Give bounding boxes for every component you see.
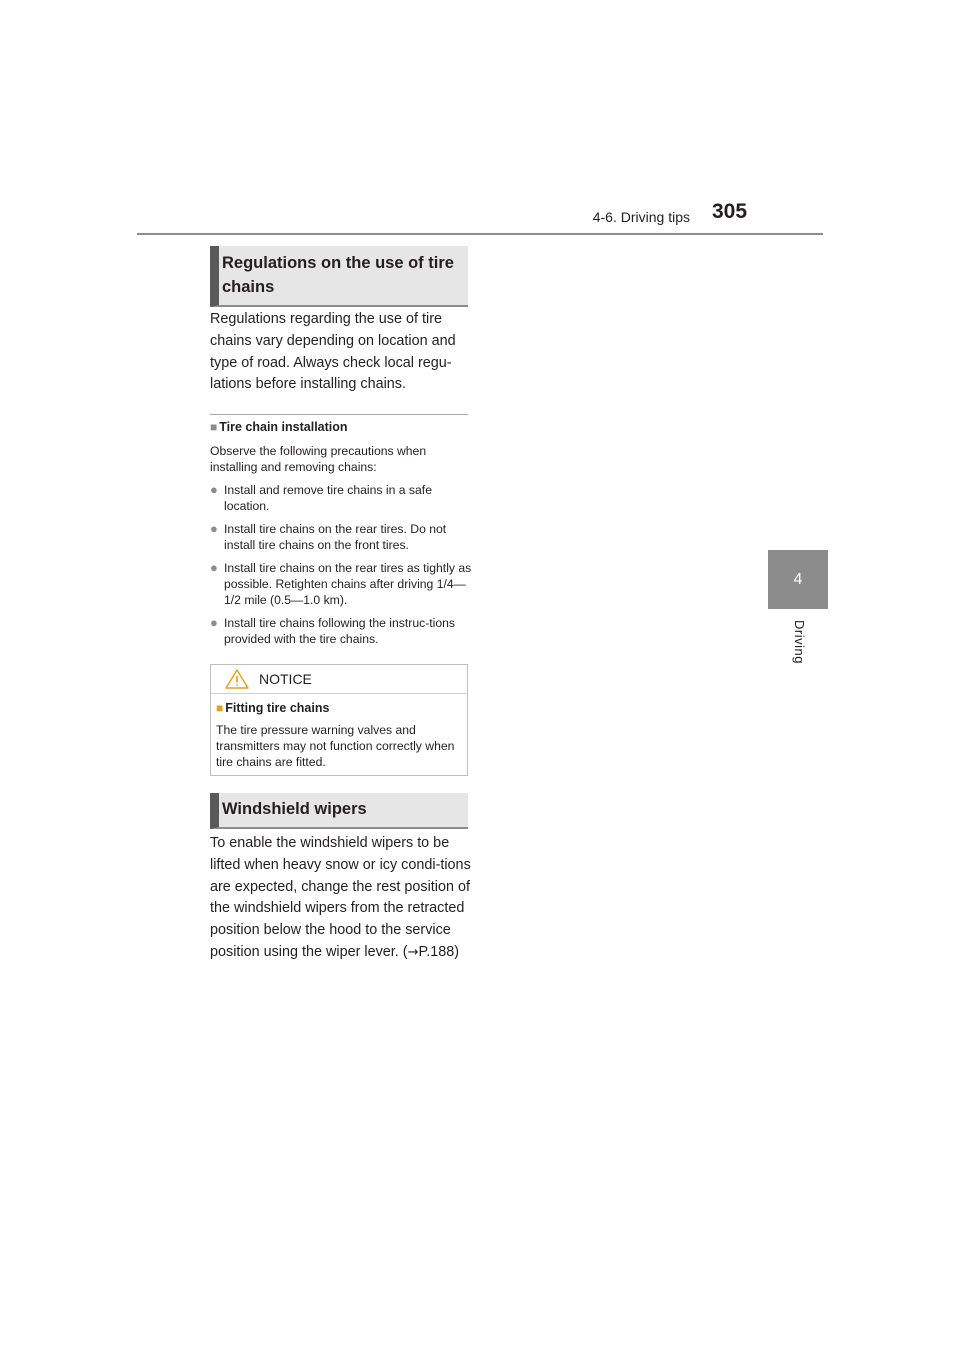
page-number: 305 <box>712 200 748 223</box>
notice-body <box>211 694 467 770</box>
heading-line-2: chains <box>222 278 275 296</box>
notice-sub-heading-text: Fitting tire chains <box>225 701 330 715</box>
chapter-label: Driving <box>792 620 807 664</box>
list-item-text: Install tire chains following the instruc-tions provided with the tire chains. <box>224 616 455 646</box>
heading-tire-chain-regulations <box>210 246 468 307</box>
page-reference-link[interactable]: P.188) <box>418 943 460 960</box>
list-item <box>210 560 472 608</box>
page-reference-arrow-icon: → <box>407 944 419 960</box>
list-item-text: Install tire chains on the rear tires as tightly as possible. Retighten chains after driving 1/4—1/2 mile (0.5—1.0 km). <box>224 561 472 607</box>
square-bullet-icon: ■ <box>210 420 218 434</box>
round-bullet-icon: ● <box>210 560 218 575</box>
sub-heading-tire-chain-installation <box>210 420 468 434</box>
notice-sub-heading <box>216 700 462 716</box>
list-item <box>210 482 472 514</box>
heading-text: Windshield wipers <box>222 800 367 818</box>
header-section-title: 4-6. Driving tips <box>592 209 690 225</box>
windshield-wipers-text <box>210 833 472 964</box>
warning-triangle-icon <box>225 669 249 689</box>
sub-heading-text: Tire chain installation <box>219 420 348 434</box>
installation-precautions-list <box>210 482 472 654</box>
notice-text: The tire pressure warning valves and transmitters may not function correctly when tire chains are fitted. <box>216 723 455 769</box>
list-item <box>210 521 472 553</box>
heading-line-1: Regulations on the use of tire <box>222 254 454 272</box>
heading-windshield-wipers <box>210 793 468 829</box>
chapter-tab <box>768 550 828 609</box>
list-item-text: Install tire chains on the rear tires. Do not install tire chains on the front tires. <box>224 522 447 552</box>
square-bullet-icon: ■ <box>216 701 224 715</box>
tire-chain-regulations-text: Regulations regarding the use of tire chains vary depending on location and type of road. Always check local regu-lations before installing chains. <box>210 311 456 393</box>
notice-box <box>210 664 468 776</box>
round-bullet-icon: ● <box>210 615 218 630</box>
chapter-number: 4 <box>793 570 803 588</box>
list-item <box>210 615 472 647</box>
list-item-text: Install and remove tire chains in a safe location. <box>224 483 432 513</box>
notice-title: NOTICE <box>259 671 312 687</box>
round-bullet-icon: ● <box>210 521 218 536</box>
notice-header <box>211 665 467 694</box>
header-divider <box>137 233 823 235</box>
round-bullet-icon: ● <box>210 482 218 497</box>
sub-section-divider <box>210 414 468 415</box>
installation-intro-text: Observe the following precautions when installing and removing chains: <box>210 444 427 474</box>
wipers-body-text: To enable the windshield wipers to be lifted when heavy snow or icy condi-tions are expected, change the rest position of the windshield wipers from the retracted position below the hood to the service position using the wiper lever. ( <box>210 835 471 960</box>
